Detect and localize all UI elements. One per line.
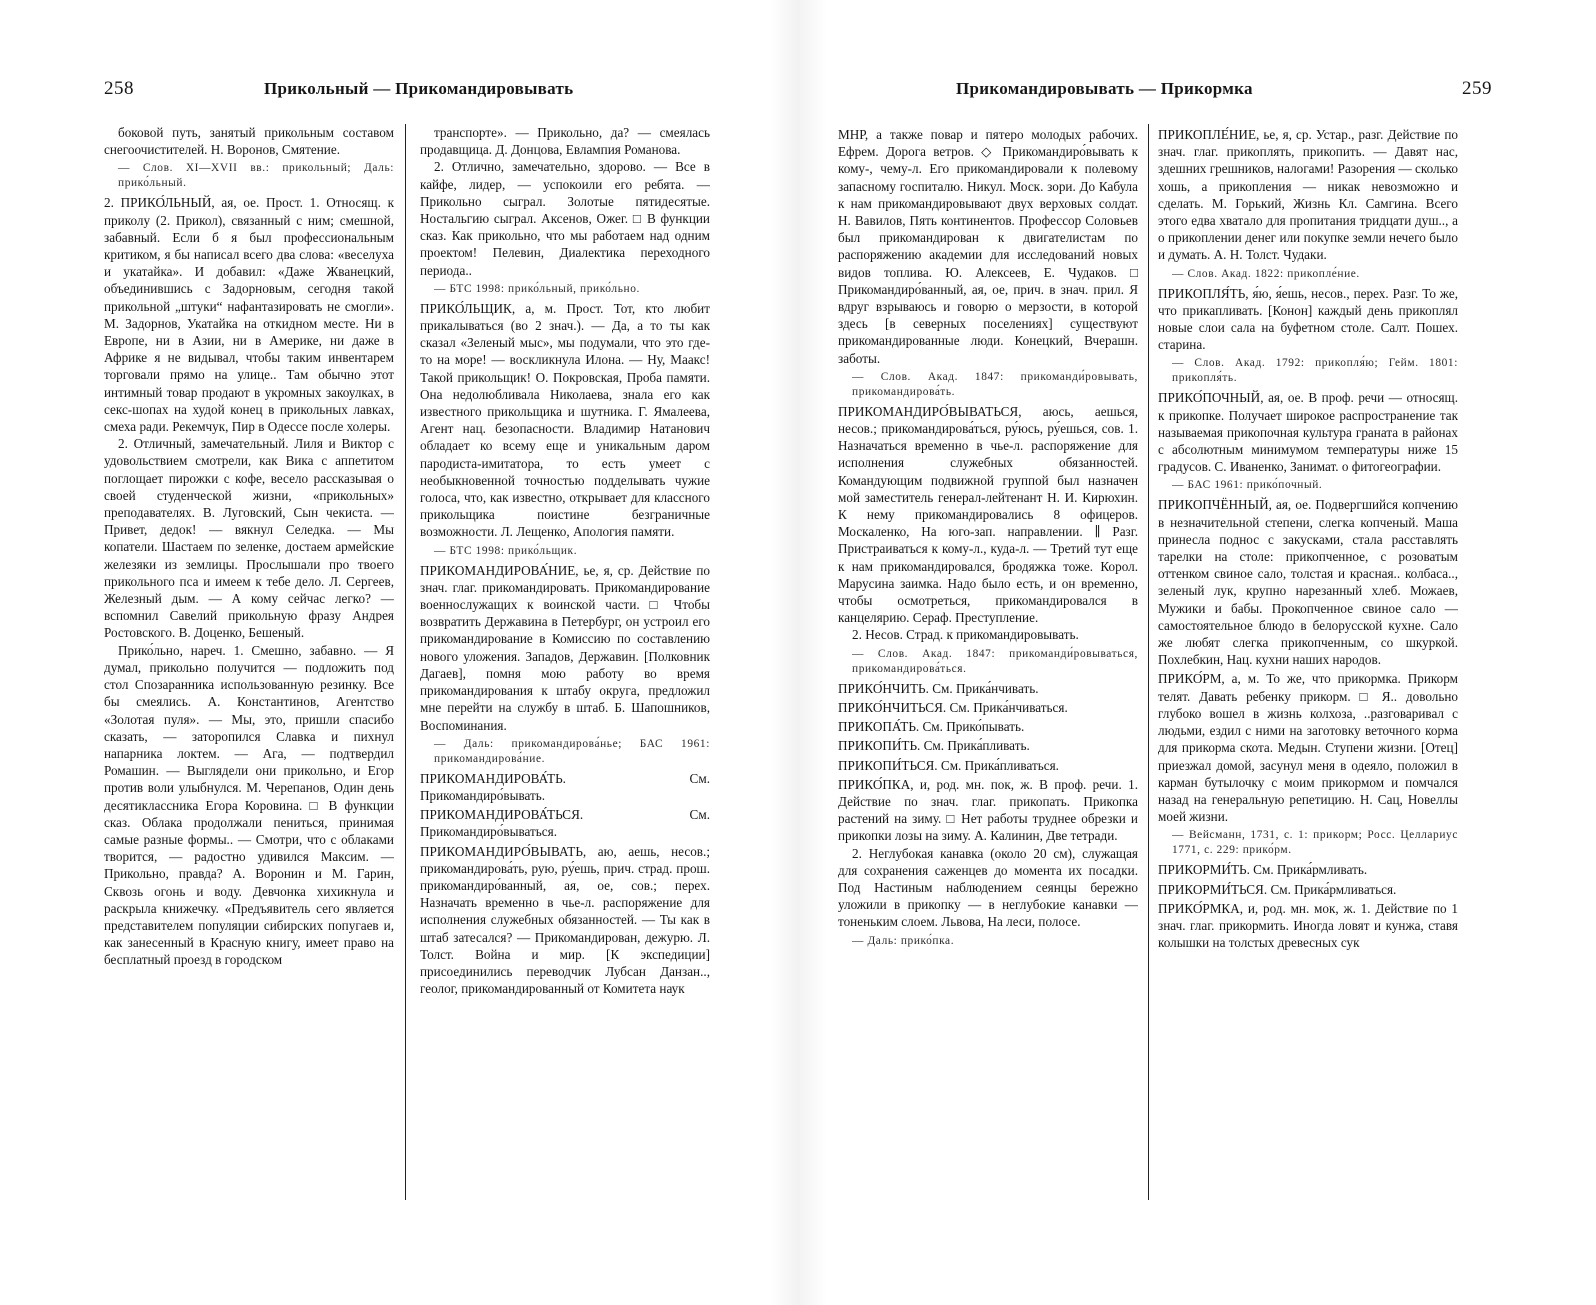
- left-running-head: [104, 78, 758, 106]
- dictionary-entry: ПРИКО́НЧИТЬ. См. Прика́нчивать.: [838, 680, 1039, 696]
- column-divider: [405, 124, 406, 1200]
- entry-paragraph: транспорте». — Прикольно, да? — смеялась продавщица. Д. Донцова, Евлампия Романова.: [420, 125, 710, 158]
- source-note: — Слов. XI—XVII вв.: прикольный; Даль: прико́льный.: [118, 162, 394, 190]
- right-column-1: [838, 124, 1138, 1214]
- entry-paragraph: боковой путь, занятый прикольным составом снегоочистителей. Н. Воронов, Смятение.: [104, 125, 394, 158]
- dictionary-entry: ПРИКОРМИ́ТЬСЯ. См. Прика́рмливаться.: [1158, 881, 1397, 897]
- source-note: — Слов. Акад. 1792: прикопля́ю; Гейм. 1801: прикопля́ть.: [1172, 357, 1458, 385]
- source-note: — БАС 1961: прико́почный.: [1172, 479, 1323, 492]
- left-running-title: Прикольный — Прикомандировывать: [264, 79, 574, 98]
- dictionary-entry: ПРИКОПЛЯ́ТЬ, я́ю, я́ешь, несов., перех. Разг. То же, что прикапливать. [Конон] каждый день прикоплял новые слои сала на буфетном столе. Салт. Пошех. старина.: [1158, 285, 1458, 353]
- dictionary-entry: МНР, а также повар и пятеро молодых рабочих. Ефрем. Дорога ветров. ◇ Прикомандиро́вывать к кому-, чему-л. Его прикомандировали к полевому запасному госпиталю. Никул. Моск. зори. До Кабула к нам прикомандировывают двух верховых солдат. Н. Вавилов, Пять континентов. Профессор Соловьев был прикомандирован к двигателистам по распоряжению академии для исследований новых видов топлива. Ю. Алексеев, Е. Чудаков. □ Прикомандиро́ванный, ая, ое, прич. в знач. прил. Я вдруг взрываюсь и говорю о мерзости, в которой здесь [в северных поселениях] существуют прикомандированные люди. Конецкий, Вчерашн. заботы.: [838, 127, 1138, 366]
- dictionary-entry: ПРИКОМАНДИРОВА́НИЕ, ье, я, ср. Действие по знач. глаг. прикомандировать. Прикомандирование военнослужащих к воинской части. □ Чтобы возвратить Державина в Петербург, он устроил его прикомандирование в Комиссию по составлению нового уложения. Западов, Державин. [Полковник Дагаев], помня мою работу во время прикомандирования к штабу округа, предложил мне перейти на службу в штаб. Б. Шапошников, Воспоминания.: [420, 562, 710, 733]
- column-divider: [1148, 124, 1149, 1200]
- entry-paragraph: 2. Неглубокая канавка (около 20 см), служащая для сохранения саженцев до момента их посадки. Под Настиным наблюдением сеянцы бережно уложили в прикопку — в неглубокие канавки — тоненьким слоем. Львова, На леси, полосе.: [838, 845, 1138, 930]
- entry-paragraph: 2. Несов. Страд. к прикомандировывать.: [852, 627, 1079, 643]
- source-note: — БТС 1998: прико́льный, прико́льно.: [434, 282, 640, 295]
- source-note: — Даль: прико́пка.: [852, 934, 955, 947]
- right-running-title: Прикомандировывать — Прикормка: [956, 79, 1253, 98]
- left-column-1: [104, 124, 394, 1214]
- dictionary-entry: ПРИКО́ПКА, и, род. мн. пок, ж. В проф. речи. 1. Действие по знач. глаг. прикопать. Прикопка растений на зиму. □ Нет работы труднее обрезки и прикопки лозы на зиму. А. Калинин, Две тетради.: [838, 776, 1138, 844]
- entry-paragraph: 2. Отлично, замечательно, здорово. — Все в кайфе, лидер, — успокоили его ребята. — Прикольно сыграл. Золотые пятидесятые. Ностальгию сыграл. Аксенов, Ожег. □ В функции сказ. Как прикольно, что мы работаем над одним проектом! Пелевин, Диалектика переходного периода..: [420, 159, 710, 278]
- dictionary-entry: ПРИКОПА́ТЬ. См. Прико́пывать.: [838, 719, 1025, 735]
- dictionary-entry: ПРИКО́ПОЧНЫЙ, ая, ое. В проф. речи — относящ. к прикопке. Получает широкое распространение так называемая прикопочная культура граната в районах с абсолютным минимумом температуры ниже 15 градусов. С. Иваненко, Занимат. о фитогеографии.: [1158, 390, 1458, 475]
- dictionary-entry: 2. ПРИКО́ЛЬНЫЙ, ая, ое. Прост. 1. Относящ. к приколу (2. Прикол), связанный с ним; смешной, забавный. Если б я был профессиональным критиком, я бы написал всего два слова: «веселуха и укатайка». И добавил: «Даже Жванецкий, объединившись с Задорновым, сегодня такой прикольной „штуки“ нафантазировать не смогли». М. Задорнов, Укатайка на откидном месте. Ни в Европе, ни в Азии, ни в Америке, ни даже в Африке я не видывал, чтобы таким инвентарем торговали прямо на улице.. Там обычно этот интимный товар продают в укромных закоулках, в секс-шопах на худой конец в прикольных лавках, смеха ради. Рекемчук, Пир в Одессе после холеры.: [104, 195, 394, 435]
- right-page: [798, 0, 1596, 1305]
- dictionary-entry: ПРИКО́НЧИТЬСЯ. См. Прика́нчиваться.: [838, 699, 1068, 715]
- left-column-2: [420, 124, 710, 1214]
- dictionary-entry: ПРИКОПИ́ТЬ. См. Прика́пливать.: [838, 738, 1030, 754]
- right-page-number: 259: [1462, 78, 1492, 99]
- right-column-2: [1158, 124, 1458, 1214]
- dictionary-entry: ПРИКОПЛЕ́НИЕ, ье, я, ср. Устар., разг. Действие по знач. глаг. прикоплять, прикопить. — Давят нас, здешних грешников, налогами! Разорения — сколько хошь, а прикопления — никак невозможно и сделать. М. Горький, Жизнь Кл. Самгина. Всего этого едва хватало для пропитания тридцати душ.., а о прикоплении денег или покупке земли нечего было и думать. А. Н. Толст. Чудаки.: [1158, 127, 1458, 263]
- source-note: — Слов. Акад. 1822: прикопле́ние.: [1172, 267, 1360, 280]
- dictionary-entry: ПРИКО́ЛЬЩИК, а, м. Прост. Тот, кто любит прикалываться (во 2 знач.). — Да, а то ты как сказал «Зеленый мыс», мы подумали, что это где-то на море! — воскликнула Илона. — Ну, Маакс! Такой прикольщик! О. Покровская, Проба памяти. Она недолюбливала Николаева, знала его как известного прикольщика и шутника. Г. Ямалеева, Агент нац. безопасности. Владимир Натанович обладает ко всему еще и уникальным даром пародиста-имитатора, то есть умеет с необыкновенной точностью подделывать чужие голоса, что, как известно, открывает для классного прикольщика поистине безграничные возможности. Л. Лещенко, Апология памяти.: [420, 300, 710, 540]
- source-note: — Слов. Акад. 1847: прикоманди́ровывать, прикомандирова́ть.: [852, 370, 1138, 398]
- dictionary-entry: ПРИКОПЧЁННЫЙ, ая, ое. Подвергшийся копчению в незначительной степени, слегка копченый. Маша принесла поднос с закусками, стала расставлять тарелки на столе: прикопченное, с розоватым оттенком свиное сало, толстая и красная.. колбаса.., зеленый лук, крупно нарезанный хлеб. Можаев, Мужики и бабы. Прокопченное свиное сало — самостоятельное блюдо в белорусской кухне. Сало же любят слегка прикопченным, со шкуркой. Похлебкин, Нац. кухни наших народов.: [1158, 497, 1458, 668]
- dictionary-entry: ПРИКОПИ́ТЬСЯ. См. Прика́пливаться.: [838, 757, 1059, 773]
- dictionary-entry: ПРИКОМАНДИРОВА́ТЬСЯ. См. Прикомандиро́вываться.: [420, 807, 710, 840]
- left-page-number: 258: [104, 78, 134, 99]
- dictionary-entry: ПРИКО́РМКА, и, род. мн. мок, ж. 1. Действие по 1 знач. глаг. прикормить. Иногда ловят и кунжа, ставя колышки на толстых древесных сук: [1158, 900, 1458, 951]
- source-note: — Вейсманн, 1731, с. 1: прикорм; Росс. Целлариус 1771, с. 229: прико́рм.: [1172, 829, 1458, 857]
- dictionary-entry: ПРИКО́РМ, а, м. То же, что прикормка. Прикорм телят. Давать ребенку прикорм. □ Я.. довольно глубоко вошел в жизнь колхоза, ..разговаривал с людьми, ездил с ними на заготовку веточного корма для прикорма скота. Медын. Ступени жизни. [Отец] приезжал домой, засунул меня в одеяло, положил в карман бутылочку с моим прикормом и помчался назад на генеральную репетицию. Н. Сац, Новеллы моей жизни.: [1158, 671, 1458, 825]
- source-note: — БТС 1998: прико́льщик.: [434, 544, 578, 557]
- dictionary-entry: ПРИКОМАНДИРОВА́ТЬ. См. Прикомандиро́вывать.: [420, 770, 710, 803]
- dictionary-entry: ПРИКОРМИ́ТЬ. См. Прика́рмливать.: [1158, 862, 1368, 878]
- right-running-head: [838, 78, 1492, 106]
- entry-paragraph: 2. Отличный, замечательный. Лиля и Виктор с удовольствием смотрели, как Вика с аппетитом поглощает пирожки с кофе, весело рассказывая о своей студенческой жизни, «прикольных» преподавателях. В. Луговский, Сын чекиста. — Привет, дедок! — вякнул Селедка. — Мы копатели. Шастаем по зеленке, достаем армейские железяки из землицы. Прослышали про твоего прикольного пса и имеем к тебе дело. Л. Сергеев, Железный дым. — А кому сейчас легко? — вспомнил Савелий прикольную фразу Андрея Ростовского. В. Доценко, Бешеный.: [104, 436, 394, 641]
- source-note: — Даль: прикомандирова́нье; БАС 1961: прикомандирова́ние.: [434, 737, 710, 765]
- entry-paragraph: Прико́льно, нареч. 1. Смешно, забавно. — Я думал, прикольно получится — подложить под стол Спозаранника использованную резинку. Все бы смеялись. А. Константинов, Агентство «Золотая пуля». — Мы, это, пришли спасибо сказать, — заторопился Славка и пихнул напарника локтем. — Ага, — подтвердил Ромашин. — Выглядели они прикольно, и Егор против воли улыбнулся. М. Черепанов, Один день десятиклассника Егора Коровина. □ В функции сказ. Облака продолжали пениться, принимая самые разные формы.. — Смотри, что с облаками творится, — радостно удивился Максим. — Прикольно, правда? А. Воронин и М. Гарин, Сквозь огонь и воду. Девчонка хихикнула и раскрыла книжечку. «Предъявитель сего является представителем популяции сибирских попугаев и, как занесенный в Красную книгу, имеет право на бесплатный проезд в городском: [104, 642, 394, 968]
- dictionary-entry: ПРИКОМАНДИРО́ВЫВАТЬ, аю, аешь, несов.; прикомандирова́ть, рую, ру́ешь, прич. страд. прош. прикомандиро́ванный, ая, ое, сов.; перех. Назначать временно в чье-л. распоряжение для исполнения служебных обязанностей. — Ты как в штаб затесался? — Прикомандирован, дежурю. Л. Толст. Война и мир. [К экспедиции] присоединились переводчик Лубсан Данзан.., геолог, прикомандированный от Комитета наук: [420, 843, 710, 997]
- dictionary-entry: ПРИКОМАНДИРО́ВЫВАТЬСЯ, аюсь, аешься, несов.; прикомандирова́ться, ру́юсь, ру́ешься, сов. 1. Назначаться временно в чье-л. распоряжение для исполнения служебных обязанностей. Командующим подвижной группой был назначен мой заместитель генерал-лейтенант Н. И. Кирюхин. К нему прикомандировались 8 офицеров. Москаленко, На юго-зап. направлении. ∥ Разг. Пристраиваться к кому-л., куда-л. — Третий тут еще к нам прикомандировался, бродяжка тоже. Корол. Марусина заимка. Надо было есть, и он временно, чтобы осмотреться, прикомандировался в канцелярию. Сераф. Преступление.: [838, 403, 1138, 626]
- source-note: — Слов. Акад. 1847: прикоманди́ровываться, прикомандирова́ться.: [852, 647, 1138, 675]
